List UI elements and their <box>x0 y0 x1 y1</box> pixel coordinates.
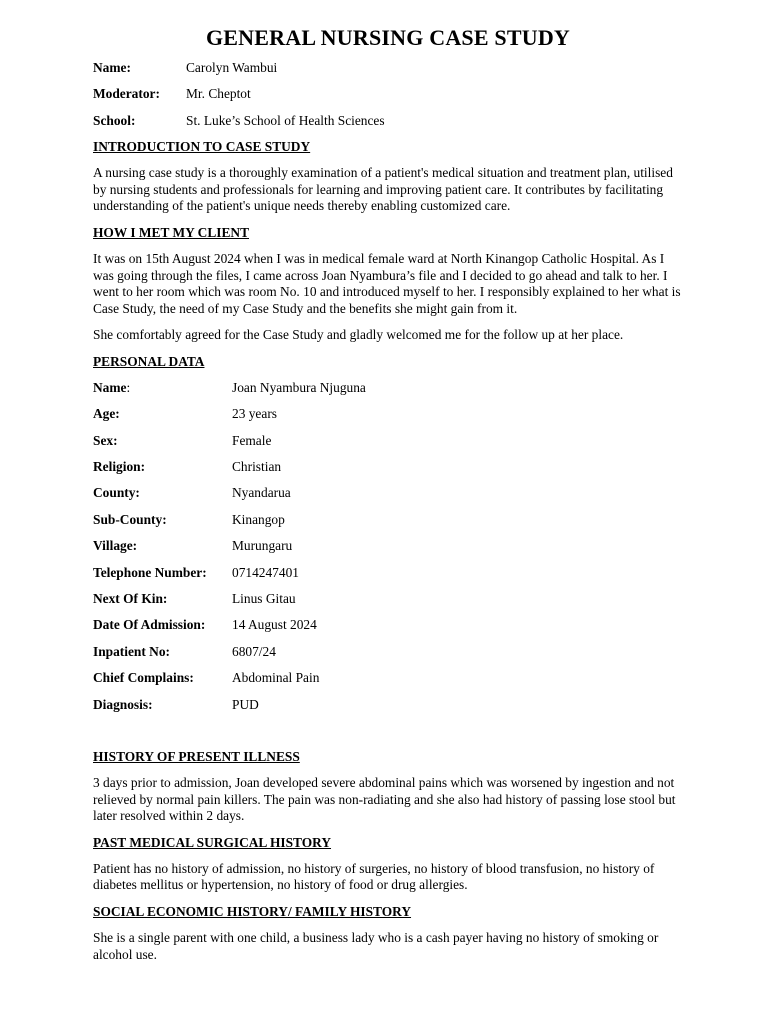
personal-data-heading: PERSONAL DATA <box>93 353 205 369</box>
field-value: 14 August 2024 <box>232 617 317 633</box>
field-value: Linus Gitau <box>232 591 296 607</box>
met-client-heading: HOW I MET MY CLIENT <box>93 224 249 240</box>
personal-data-row <box>93 512 683 538</box>
field-value: 23 years <box>232 406 277 422</box>
document-title: GENERAL NURSING CASE STUDY <box>206 25 570 50</box>
field-value: 6807/24 <box>232 643 276 659</box>
author-info <box>93 60 683 139</box>
field-value: PUD <box>232 696 259 712</box>
personal-data-row <box>93 565 683 591</box>
past-history-paragraph: Patient has no history of admission, no history of surgeries, no history of blood transfusion, no history of diabetes mellitus or hypertension, no history of food or drug allergies. <box>93 860 655 893</box>
field-value: 0714247401 <box>232 564 299 580</box>
field-label: Village: <box>93 538 138 554</box>
field-value: Murungaru <box>232 538 293 554</box>
personal-data-row <box>93 697 683 723</box>
field-label: Next Of Kin: <box>93 591 168 607</box>
school-row <box>93 113 683 139</box>
field-label: Inpatient No: <box>93 643 171 659</box>
social-history-paragraph: She is a single parent with one child, a business lady who is a cash payer having no history of smoking or alcohol use. <box>93 929 659 962</box>
moderator-label: Moderator: <box>93 86 160 102</box>
personal-data-row <box>93 644 683 670</box>
field-value: Abdominal Pain <box>232 670 320 686</box>
field-value: Kinangop <box>232 511 285 527</box>
social-history-heading: SOCIAL ECONOMIC HISTORY/ FAMILY HISTORY <box>93 903 412 919</box>
school-value: St. Luke’s School of Health Sciences <box>186 112 385 128</box>
personal-data-list <box>93 380 683 723</box>
author-name-value: Carolyn Wambui <box>186 60 278 75</box>
field-label: Sex: <box>93 432 118 448</box>
personal-data-row <box>93 591 683 617</box>
personal-data-row <box>93 406 683 432</box>
field-label: Telephone Number: <box>93 564 207 580</box>
patient-name-colon: : <box>126 379 131 395</box>
school-label: School: <box>93 112 136 128</box>
field-label: Chief Complains: <box>93 670 194 686</box>
field-value: Christian <box>232 459 282 475</box>
intro-paragraph: A nursing case study is a thoroughly examination of a patient's medical situation and treatment plan, utilised by nursing students and professionals for learning and improving patient care. It contributes by facilitating understanding of the patient's unique needs thereby enabling customized care. <box>93 165 673 214</box>
personal-data-row <box>93 380 683 406</box>
field-label: Religion: <box>93 459 146 475</box>
field-label: Diagnosis: <box>93 696 153 712</box>
present-illness-paragraph: 3 days prior to admission, Joan developed severe abdominal pains which was worsened by ingestion and not relieved by normal pain killers. The pain was non-radiating and she also had history of passing lose stool but later resolved within 2 days. <box>93 775 676 824</box>
personal-data-row <box>93 670 683 696</box>
personal-data-row <box>93 459 683 485</box>
intro-heading: INTRODUCTION TO CASE STUDY <box>93 139 311 155</box>
patient-name-label-text: Name <box>93 379 127 395</box>
personal-data-row <box>93 433 683 459</box>
past-history-heading: PAST MEDICAL SURGICAL HISTORY <box>93 834 332 850</box>
patient-name-value: Joan Nyambura Njuguna <box>232 379 366 395</box>
field-label: County: <box>93 485 140 501</box>
moderator-row <box>93 86 683 112</box>
field-label: Sub-County: <box>93 511 167 527</box>
present-illness-heading: HISTORY OF PRESENT ILLNESS <box>93 749 300 764</box>
author-name-label: Name: <box>93 60 131 75</box>
met-client-paragraph-1: It was on 15th August 2024 when I was in medical female ward at North Kinangop Catholic Hospital. As I was going through the files, I came across Joan Nyambura’s file and I decided to go ahead and talk to her. I went to her room which was room No. 10 and introduced myself to her. I responsibly explained to her what is Case Study, the need of my Case Study and the benefits she might gain from it. <box>93 250 681 316</box>
author-name-row <box>93 60 683 86</box>
field-label: Age: <box>93 406 120 422</box>
met-client-paragraph-2: She comfortably agreed for the Case Study and gladly welcomed me for the follow up at her place. <box>93 327 624 343</box>
patient-name-label <box>93 380 232 397</box>
personal-data-row <box>93 538 683 564</box>
personal-data-row <box>93 617 683 643</box>
field-label: Date Of Admission: <box>93 617 206 633</box>
moderator-value: Mr. Cheptot <box>186 86 251 102</box>
field-value: Female <box>232 432 272 448</box>
personal-data-row <box>93 485 683 511</box>
field-value: Nyandarua <box>232 485 291 501</box>
document-page <box>93 24 683 973</box>
